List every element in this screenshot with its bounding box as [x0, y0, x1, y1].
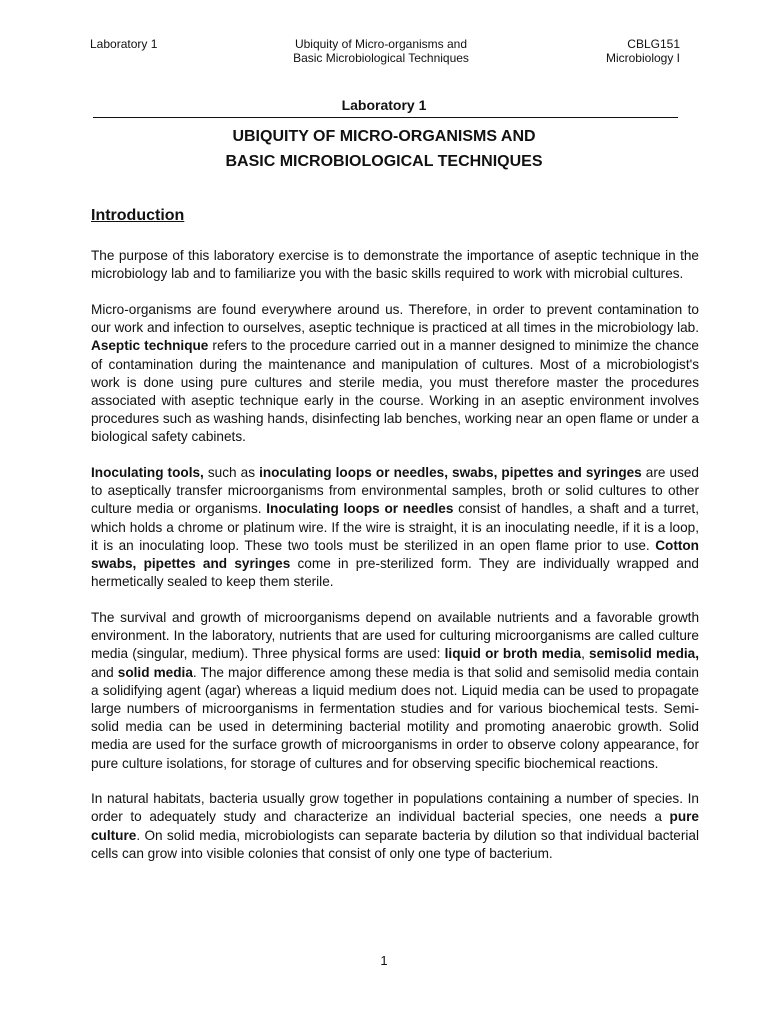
- paragraph-aseptic: [91, 301, 699, 447]
- paragraph-text: come in pre-sterilized form. They are individually wrapped and hermetically sealed to keep them sterile.: [91, 556, 699, 590]
- page-title-line-2: BASIC MICROBIOLOGICAL TECHNIQUES: [225, 153, 543, 170]
- paragraph-text: In natural habitats, bacteria usually grow together in populations containing a number of species. In order to adequately study and characterize an individual bacterial species, one needs a: [91, 791, 699, 825]
- paragraph-text: Micro-organisms are found everywhere around us. Therefore, in order to prevent contamination to our work and infection to ourselves, aseptic technique is practiced at all times in the microbiology lab.: [91, 301, 699, 336]
- body-text: [91, 247, 699, 863]
- title-rule: [93, 117, 678, 118]
- paragraph-text: consist of handles, a shaft and a turret, which holds a chrome or platinum wire. If the wire is straight, it is an inoculating needle, if it is a loop, it is an inoculating loop. These two tools must be sterilized in an open flame prior to use.: [91, 501, 699, 553]
- paragraph-text: are used to aseptically transfer microorganisms from environmental samples, broth or solid cultures to other culture media or organisms.: [91, 465, 699, 517]
- header-title-line-1: Ubiquity of Micro-organisms and: [294, 37, 468, 51]
- running-header-center: [236, 37, 526, 65]
- paragraph-culture-media: [91, 609, 699, 773]
- paragraph-text: refers to the procedure carried out in a manner designed to minimize the chance of contamination during the maintenance and manipulation of cultures. Most of a microbiologist's work is done using pure cultures and sterile media, you must therefore master the procedures associated with aseptic technique early in the course. Working in an aseptic environment involves procedures such as washing hands, disinfecting lab benches, working near an open flame or under a biological safety cabinets.: [91, 338, 699, 445]
- page-title: [0, 124, 768, 174]
- paragraph-text: ,: [581, 646, 590, 662]
- term-solid-media: solid media: [117, 664, 193, 680]
- paragraph-text: The purpose of this laboratory exercise is to demonstrate the importance of aseptic technique in the microbiology lab and to familiarize you with the basic skills required to work with microbial cultures.: [91, 248, 699, 282]
- paragraph-text: . On solid media, microbiologists can separate bacteria by dilution so that individual bacterial cells can grow into visible colonies that consist of only one type of bacterium.: [91, 827, 699, 861]
- term-swabs-pipettes: Cotton swabs, pipettes and syringes: [91, 537, 699, 572]
- page-number: 1: [380, 953, 388, 968]
- section-heading-introduction: Introduction: [91, 207, 185, 224]
- paragraph-pure-culture: [91, 790, 699, 863]
- paragraph-text: such as: [203, 465, 260, 481]
- paragraph-text: . The major difference among these media is that solid and semisolid media contain a solidifying agent (agar) whereas a liquid medium does not. Liquid media can be used to propagate large numbers of microorganisms in fermentation studies and for various biochemical tests. Semi-solid media can be used in determining bacterial motility and promoting anaerobic growth. Solid media are used for the surface growth of microorganisms in order to observe colony appearance, for pure culture isolations, for storage of cultures and for observing specific biochemical reactions.: [91, 664, 699, 771]
- header-course-code: CBLG151: [627, 37, 680, 51]
- running-header-right: [606, 37, 680, 65]
- term-liquid-media: liquid or broth media: [444, 646, 582, 662]
- term-pure-culture: pure culture: [91, 809, 699, 843]
- header-lab-number: Laboratory 1: [90, 37, 158, 51]
- page-title-line-1: UBIQUITY OF MICRO-ORGANISMS AND: [232, 128, 536, 145]
- paragraph-text: and: [91, 664, 118, 680]
- header-course-name: Microbiology I: [605, 51, 680, 65]
- term-semisolid-media: semisolid media,: [589, 646, 700, 662]
- running-header-left: [90, 37, 157, 51]
- term-aseptic-technique: Aseptic technique: [91, 338, 209, 354]
- paragraph-text: The survival and growth of microorganisms depend on available nutrients and a favorable growth environment. In the laboratory, nutrients that are used for culturing microorganisms are called culture media (singular, medium). Three physical forms are used:: [91, 609, 699, 662]
- term-inoculating-tools: Inoculating tools,: [91, 465, 204, 481]
- paragraph-purpose: [91, 247, 699, 283]
- paragraph-inoculating-tools: [91, 464, 699, 591]
- term-tools-list: inoculating loops or needles, swabs, pipettes and syringes: [259, 465, 642, 481]
- header-title-line-2: Basic Microbiological Techniques: [293, 51, 469, 65]
- lab-label: Laboratory 1: [341, 97, 427, 113]
- term-loops-needles: Inoculating loops or needles: [266, 501, 454, 517]
